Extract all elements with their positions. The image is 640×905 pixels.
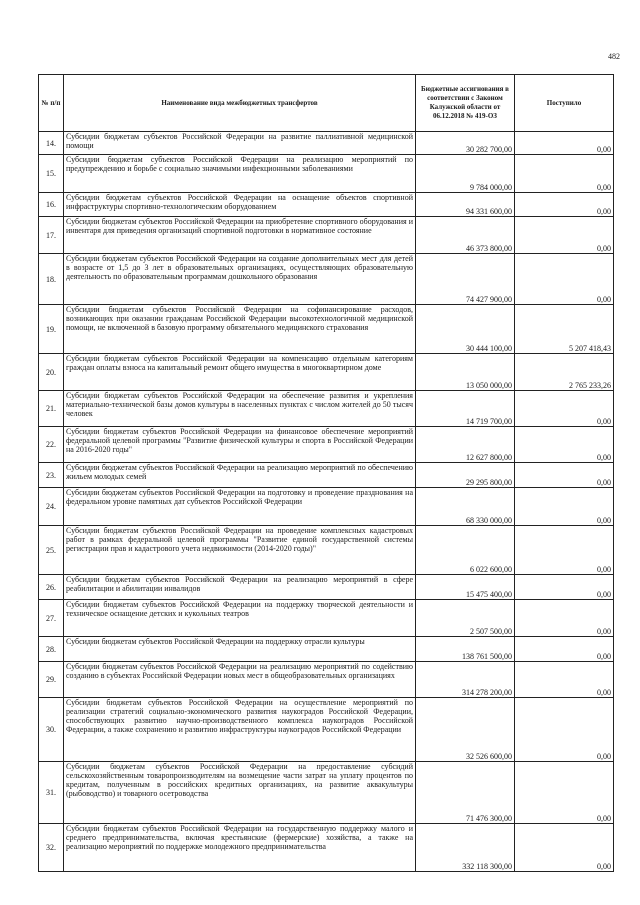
- transfer-name: Субсидии бюджетам субъектов Российской Федерации на проведение комплексных кадастровых работ в рамках федеральной целевой программы "Развитие единой государственной системы регистрации прав и кадастрового учета недвижимости (2014-2020 годы)": [64, 526, 416, 575]
- column-header-num: № п/п: [39, 75, 64, 132]
- budget-amount: 332 118 300,00: [416, 824, 515, 872]
- received-amount: 0,00: [515, 217, 614, 254]
- transfer-name: Субсидии бюджетам субъектов Российской Федерации на финансовое обеспечение мероприятий федеральной целевой программы "Развитие физической культуры и спорта в Российской Федерации на 2016-2020 годы": [64, 427, 416, 463]
- row-number: 21.: [39, 391, 64, 427]
- received-amount: 0,00: [515, 662, 614, 698]
- received-amount: 0,00: [515, 600, 614, 637]
- table-row: [39, 575, 614, 600]
- row-number: 26.: [39, 575, 64, 600]
- table-row: [39, 193, 614, 217]
- column-header-received: Поступило: [515, 75, 614, 132]
- received-amount: 0,00: [515, 824, 614, 872]
- transfer-name: Субсидии бюджетам субъектов Российской Федерации на оснащение объектов спортивной инфраструктуры спортивно-технологическим оборудованием: [64, 193, 416, 217]
- transfer-name: Субсидии бюджетам субъектов Российской Федерации на приобретение спортивного оборудования и инвентаря для приведения организаций спортивной подготовки в нормативное состояние: [64, 217, 416, 254]
- table-row: [39, 217, 614, 254]
- budget-amount: 9 784 000,00: [416, 155, 515, 193]
- table-row: [39, 526, 614, 575]
- transfer-name: Субсидии бюджетам субъектов Российской Федерации на создание дополнительных мест для детей в возрасте от 1,5 до 3 лет в образовательных организациях, осуществляющих образовательную деятельность по образовательным программам дошкольного образования: [64, 254, 416, 305]
- transfer-name: Субсидии бюджетам субъектов Российской Федерации на поддержку творческой деятельности и техническое оснащение детских и кукольных театров: [64, 600, 416, 637]
- transfer-name: Субсидии бюджетам субъектов Российской Федерации на обеспечение развития и укрепления материально-технической базы домов культуры в населенных пунктах с числом жителей до 50 тысяч человек: [64, 391, 416, 427]
- budget-amount: 15 475 400,00: [416, 575, 515, 600]
- transfer-name: Субсидии бюджетам субъектов Российской Федерации на софинансирование расходов, возникающих при оказании гражданам Российской Федерации высокотехнологичной медицинской помощи, не включенной в базовую программу обязательного медицинского страхования: [64, 305, 416, 354]
- received-amount: 0,00: [515, 637, 614, 662]
- row-number: 24.: [39, 488, 64, 526]
- received-amount: 5 207 418,43: [515, 305, 614, 354]
- row-number: 32.: [39, 824, 64, 872]
- row-number: 30.: [39, 698, 64, 762]
- table-row: [39, 391, 614, 427]
- row-number: 25.: [39, 526, 64, 575]
- received-amount: 0,00: [515, 254, 614, 305]
- budget-amount: 30 282 700,00: [416, 132, 515, 155]
- received-amount: 0,00: [515, 488, 614, 526]
- budget-amount: 68 330 000,00: [416, 488, 515, 526]
- table-row: [39, 488, 614, 526]
- budget-amount: 29 295 800,00: [416, 463, 515, 488]
- table-row: [39, 254, 614, 305]
- budget-amount: 74 427 900,00: [416, 254, 515, 305]
- row-number: 23.: [39, 463, 64, 488]
- budget-amount: 14 719 700,00: [416, 391, 515, 427]
- budget-amount: 12 627 800,00: [416, 427, 515, 463]
- budget-amount: 2 507 500,00: [416, 600, 515, 637]
- transfer-name: Субсидии бюджетам субъектов Российской Федерации на реализацию мероприятий по предупреждению и борьбе с социально значимыми инфекционными заболеваниями: [64, 155, 416, 193]
- table-row: [39, 427, 614, 463]
- budget-amount: 138 761 500,00: [416, 637, 515, 662]
- row-number: 28.: [39, 637, 64, 662]
- row-number: 14.: [39, 132, 64, 155]
- transfer-name: Субсидии бюджетам субъектов Российской Федерации на предоставление субсидий сельскохозяйственным товаропроизводителям на возмещение части затрат на уплату процентов по кредитам, полученным в российских кредитных организациях, на развитие аквакультуры (рыбоводство) и товарного осетроводства: [64, 762, 416, 824]
- budget-amount: 13 050 000,00: [416, 354, 515, 391]
- transfer-name: Субсидии бюджетам субъектов Российской Федерации на реализацию мероприятий в сфере реабилитации и абилитации инвалидов: [64, 575, 416, 600]
- row-number: 27.: [39, 600, 64, 637]
- budget-amount: 94 331 600,00: [416, 193, 515, 217]
- table-row: [39, 600, 614, 637]
- received-amount: 0,00: [515, 193, 614, 217]
- received-amount: 0,00: [515, 762, 614, 824]
- table-row: [39, 824, 614, 872]
- row-number: 19.: [39, 305, 64, 354]
- transfer-name: Субсидии бюджетам субъектов Российской Федерации на подготовку и проведение празднования на федеральном уровне памятных дат субъектов Российской Федерации: [64, 488, 416, 526]
- table-row: [39, 155, 614, 193]
- budget-amount: 46 373 800,00: [416, 217, 515, 254]
- row-number: 20.: [39, 354, 64, 391]
- transfer-name: Субсидии бюджетам субъектов Российской Федерации на государственную поддержку малого и среднего предпринимательства, включая крестьянские (фермерские) хозяйства, а также на реализацию мероприятий по поддержке молодежного предпринимательства: [64, 824, 416, 872]
- transfers-table: [38, 74, 614, 872]
- budget-amount: 71 476 300,00: [416, 762, 515, 824]
- transfer-name: Субсидии бюджетам субъектов Российской Федерации на развитие паллиативной медицинской помощи: [64, 132, 416, 155]
- row-number: 31.: [39, 762, 64, 824]
- row-number: 29.: [39, 662, 64, 698]
- row-number: 17.: [39, 217, 64, 254]
- table-row: [39, 305, 614, 354]
- table-row: [39, 637, 614, 662]
- budget-amount: 30 444 100,00: [416, 305, 515, 354]
- row-number: 16.: [39, 193, 64, 217]
- table-row: [39, 698, 614, 762]
- table-row: [39, 354, 614, 391]
- received-amount: 0,00: [515, 575, 614, 600]
- transfer-name: Субсидии бюджетам субъектов Российской Федерации на реализацию мероприятий по обеспечению жильем молодых семей: [64, 463, 416, 488]
- column-header-name: Наименование вида межбюджетных трансфертов: [64, 75, 416, 132]
- transfer-name: Субсидии бюджетам субъектов Российской Федерации на поддержку отрасли культуры: [64, 637, 416, 662]
- transfer-name: Субсидии бюджетам субъектов Российской Федерации на осуществление мероприятий по реализации стратегий социально-экономического развития наукоградов Российской Федерации, способствующих развитию научно-производственного комплекса наукоградов Российской Федерации, а также сохранению и развитию инфраструктуры наукоградов Российской Федерации: [64, 698, 416, 762]
- received-amount: 0,00: [515, 526, 614, 575]
- received-amount: 0,00: [515, 132, 614, 155]
- table-row: [39, 662, 614, 698]
- received-amount: 0,00: [515, 698, 614, 762]
- row-number: 18.: [39, 254, 64, 305]
- table-header-row: [39, 75, 614, 132]
- received-amount: 0,00: [515, 155, 614, 193]
- received-amount: 0,00: [515, 427, 614, 463]
- row-number: 15.: [39, 155, 64, 193]
- table-row: [39, 463, 614, 488]
- table-row: [39, 132, 614, 155]
- transfer-name: Субсидии бюджетам субъектов Российской Федерации на компенсацию отдельным категориям граждан оплаты взноса на капитальный ремонт общего имущества в многоквартирном доме: [64, 354, 416, 391]
- budget-amount: 32 526 600,00: [416, 698, 515, 762]
- budget-amount: 314 278 200,00: [416, 662, 515, 698]
- table-row: [39, 762, 614, 824]
- page-number: 482: [608, 52, 620, 61]
- received-amount: 0,00: [515, 463, 614, 488]
- received-amount: 2 765 233,26: [515, 354, 614, 391]
- row-number: 22.: [39, 427, 64, 463]
- column-header-budget: Бюджетные ассигнования в соответствии с Законом Калужской области от 06.12.2018 № 419-ОЗ: [416, 75, 515, 132]
- budget-amount: 6 022 600,00: [416, 526, 515, 575]
- received-amount: 0,00: [515, 391, 614, 427]
- transfer-name: Субсидии бюджетам субъектов Российской Федерации на реализацию мероприятий по содействию созданию в субъектах Российской Федерации новых мест в общеобразовательных организациях: [64, 662, 416, 698]
